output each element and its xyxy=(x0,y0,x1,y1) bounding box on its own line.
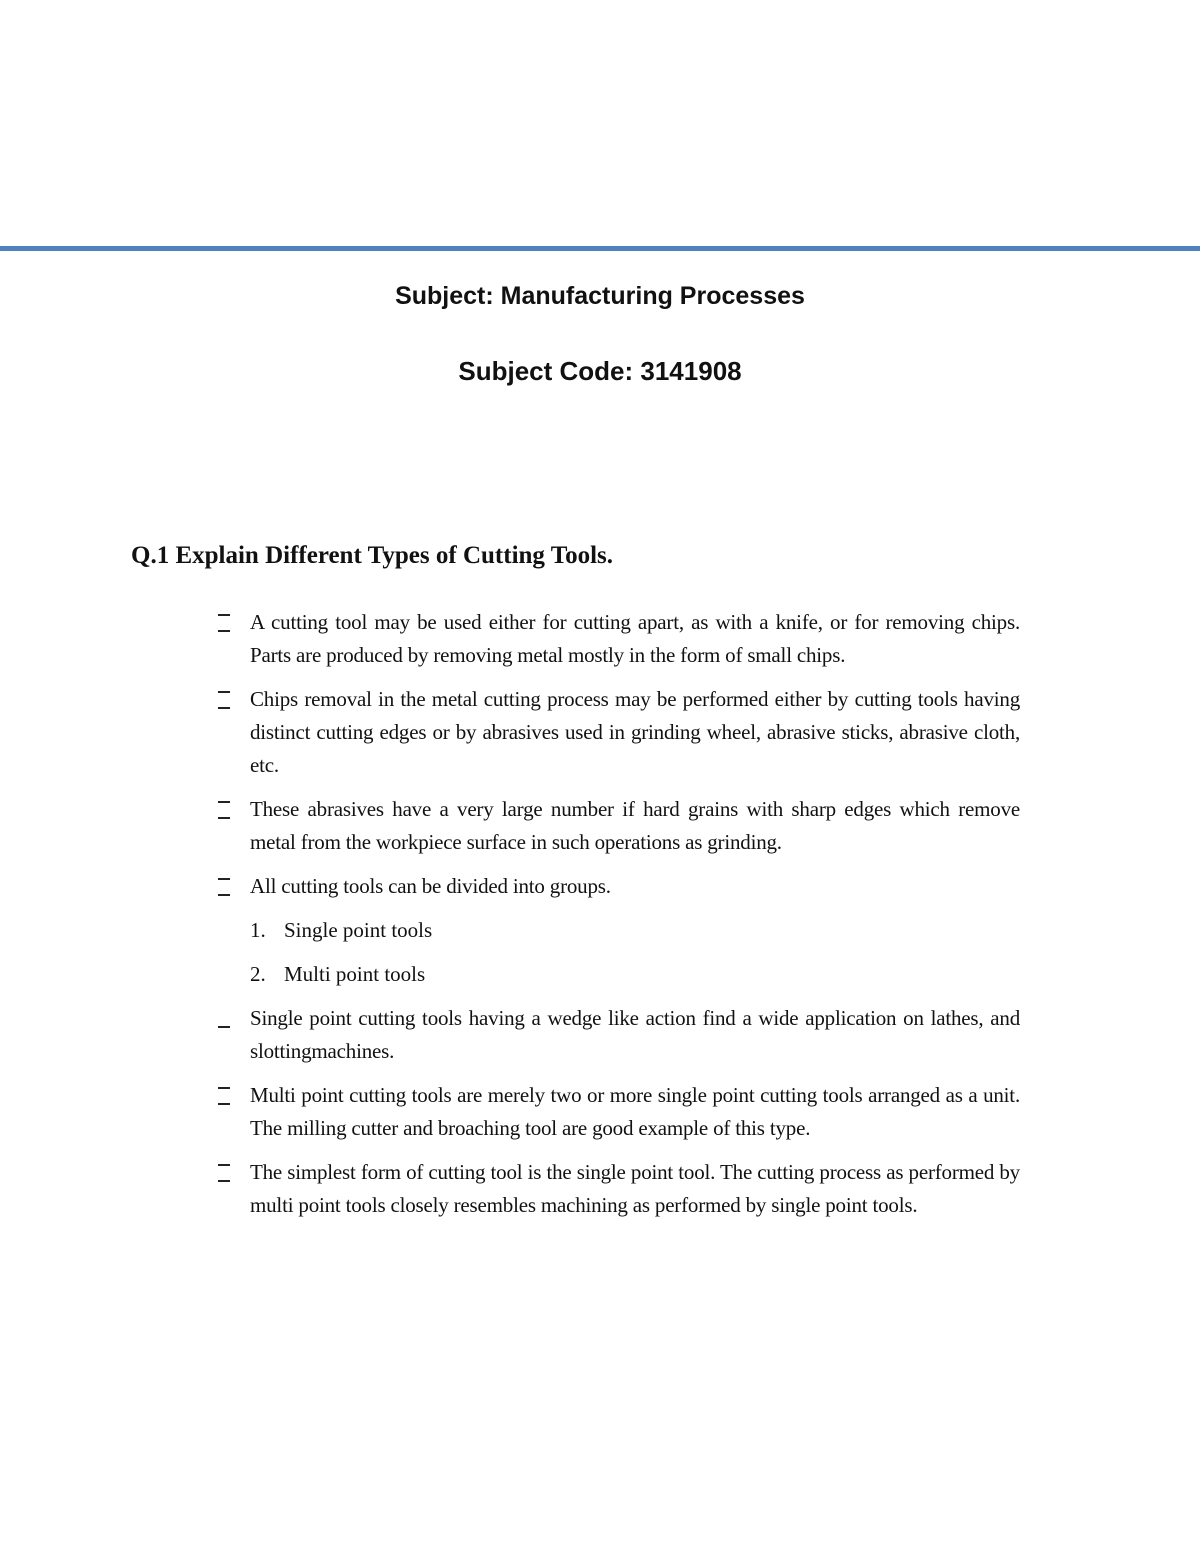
group-list xyxy=(216,914,1020,991)
list-item xyxy=(216,793,1020,859)
bullet-text: A cutting tool may be used either for cutting apart, as with a knife, or for removing chips. Parts are produced by removing metal mostly in the form of small chips. xyxy=(250,610,1020,667)
subject-title: Subject: Manufacturing Processes xyxy=(395,282,805,310)
question-heading: Q.1 Explain Different Types of Cutting Tools. xyxy=(131,542,614,569)
bullet-icon xyxy=(218,1008,230,1026)
list-item xyxy=(216,1002,1020,1068)
answer-list xyxy=(216,606,1020,1233)
bullet-text: The simplest form of cutting tool is the single point tool. The cutting process as performed by multi point tools closely resembles machining as performed by single point tools. xyxy=(250,1160,1020,1217)
list-item xyxy=(216,870,1020,903)
bullet-icon xyxy=(218,1162,230,1180)
group-item xyxy=(216,958,1020,991)
bullet-text: These abrasives have a very large number if hard grains with sharp edges which remove metal from the workpiece surface in such operations as grinding. xyxy=(250,797,1020,854)
bullet-icon xyxy=(218,799,230,817)
bullet-text: All cutting tools can be divided into groups. xyxy=(250,874,611,898)
bullet-text: Single point cutting tools having a wedge like action find a wide application on lathes, and slottingmachines. xyxy=(250,1006,1020,1063)
list-item xyxy=(216,683,1020,782)
bullet-icon xyxy=(218,876,230,894)
subject-code: Subject Code: 3141908 xyxy=(458,356,742,386)
bullet-icon xyxy=(218,612,230,630)
bullet-text: Multi point cutting tools are merely two or more single point cutting tools arranged as a unit. The milling cutter and broaching tool are good example of this type. xyxy=(250,1083,1020,1140)
header-divider xyxy=(0,246,1200,251)
bullet-text: Chips removal in the metal cutting process may be performed either by cutting tools having distinct cutting edges or by abrasives used in grinding wheel, abrasive sticks, abrasive cloth, etc. xyxy=(250,687,1020,777)
list-item xyxy=(216,1156,1020,1222)
list-item xyxy=(216,1079,1020,1145)
group-number: 1. xyxy=(250,918,266,942)
group-number: 2. xyxy=(250,962,266,986)
bullet-icon xyxy=(218,1085,230,1103)
bullet-icon xyxy=(218,689,230,707)
group-item xyxy=(216,914,1020,947)
group-text: Multi point tools xyxy=(284,962,426,986)
group-list-container xyxy=(216,914,1020,991)
group-text: Single point tools xyxy=(284,918,433,942)
list-item xyxy=(216,606,1020,672)
